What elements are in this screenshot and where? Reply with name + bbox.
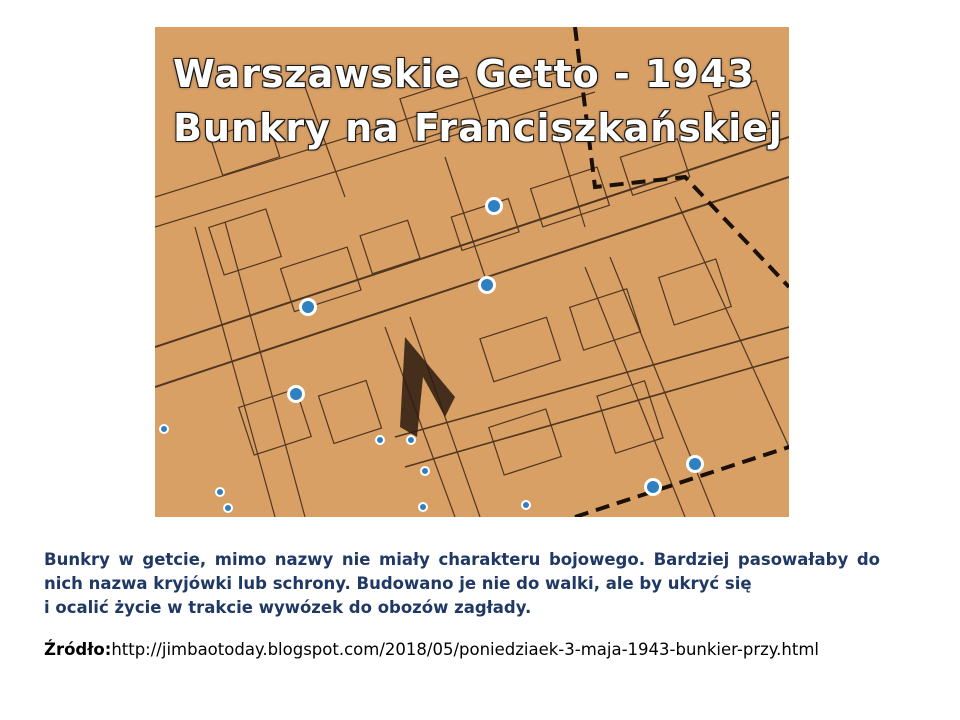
source-url[interactable]: http://jimbaotoday.blogspot.com/2018/05/poniedziaek-3-maja-1943-bunkier-przy.html: [111, 640, 819, 659]
bunker-marker: [406, 435, 416, 445]
source-citation: [44, 638, 904, 662]
bunker-marker: [299, 298, 317, 316]
caption: [44, 548, 880, 620]
bunker-marker: [686, 455, 704, 473]
map-image: [155, 27, 789, 517]
bunker-marker: [644, 478, 662, 496]
map-title: [173, 47, 783, 155]
map-title-line-1: Warszawskie Getto - 1943: [173, 52, 755, 96]
caption-text-main: Bunkry w getcie, mimo nazwy nie miały charakteru bojowego. Bardziej pasowałaby do nich nazwa kryjówki lub schrony. Budowano je nie do walki, ale by ukryć się: [44, 550, 880, 593]
bunker-marker: [215, 487, 225, 497]
bunker-marker: [485, 197, 503, 215]
bunker-marker: [521, 500, 531, 510]
bunker-marker: [159, 424, 169, 434]
bunker-marker: [375, 435, 385, 445]
source-label: Źródło:: [44, 640, 112, 659]
bunker-marker: [223, 503, 233, 513]
bunker-marker: [420, 466, 430, 476]
caption-text-last: i ocalić życie w trakcie wywózek do obozów zagłady.: [44, 598, 532, 617]
bunker-marker: [287, 385, 305, 403]
bunker-marker: [478, 276, 496, 294]
map-title-line-2: Bunkry na Franciszkańskiej: [173, 106, 783, 150]
bunker-marker: [418, 502, 428, 512]
